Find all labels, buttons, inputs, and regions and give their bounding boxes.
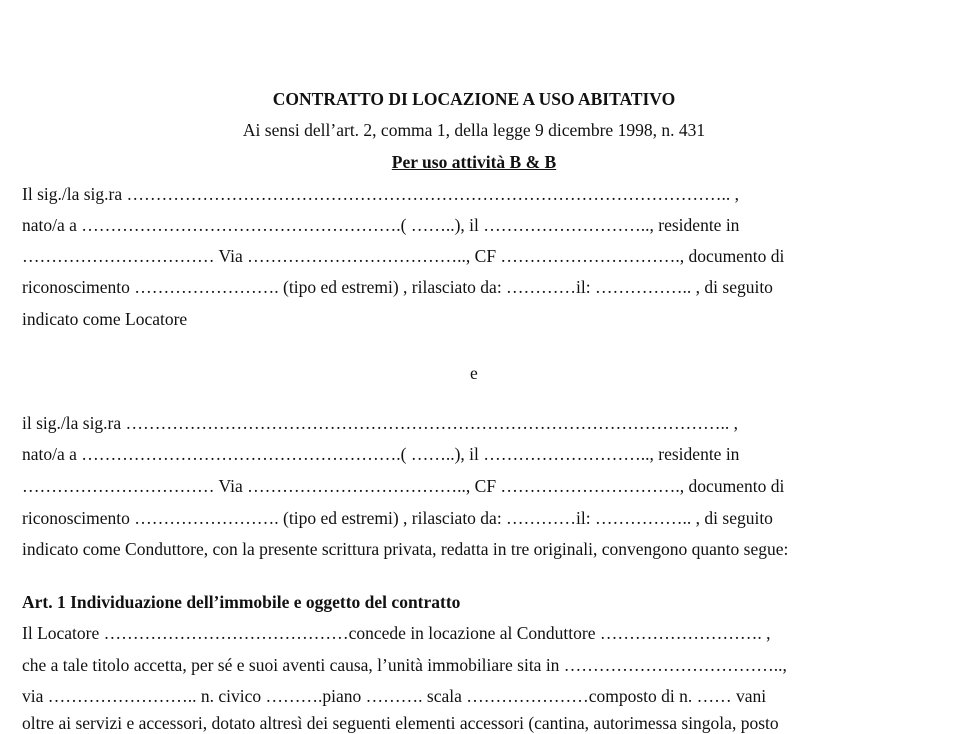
locatore-line-1: Il sig./la sig.ra ………………………………………………………………………………………….. ,	[22, 184, 739, 204]
art1-heading: Art. 1 Individuazione dell’immobile e oggetto del contratto	[22, 592, 461, 612]
conduttore-line-3: …………………………… Via ……………………………….., CF …………………………., documento di	[22, 476, 785, 496]
locatore-line-3: …………………………… Via ……………………………….., CF …………………………., documento di	[22, 246, 785, 266]
conduttore-line-2: nato/a a ……………………………………………….( ……..), il ……………………….., residente in	[22, 444, 740, 464]
art1-line-3: via …………………….. n. civico ……….piano ………. scala …………………composto di n. …… vani	[22, 686, 767, 706]
locatore-line-2: nato/a a ……………………………………………….( ……..), il ……………………….., residente in	[22, 215, 740, 235]
conduttore-line-5: indicato come Conduttore, con la presente scrittura privata, redatta in tre originali, convengono quanto segue:	[22, 539, 789, 559]
contract-subtitle: Ai sensi dell’art. 2, comma 1, della legge 9 dicembre 1998, n. 431	[242, 120, 706, 140]
contract-title: CONTRATTO DI LOCAZIONE A USO ABITATIVO	[272, 89, 676, 109]
contract-use: Per uso attività B & B	[391, 152, 557, 172]
art1-line-1: Il Locatore ……………………………………concede in locazione al Conduttore ………………………. ,	[22, 623, 771, 643]
art1-line-4: oltre ai servizi e accessori, dotato altresì dei seguenti elementi accessori (cantina, autorimessa singola, posto	[22, 713, 779, 733]
art1-line-2: che a tale titolo accetta, per sé e suoi aventi causa, l’unità immobiliare sita in ………………………………..,	[22, 655, 787, 675]
locatore-line-4: riconoscimento ……………………. (tipo ed estremi) , rilasciato da: …………il: …………….. , di seguito	[22, 277, 773, 297]
separator-e: e	[470, 363, 478, 383]
locatore-line-5: indicato come Locatore	[22, 309, 188, 329]
conduttore-line-4: riconoscimento ……………………. (tipo ed estremi) , rilasciato da: …………il: …………….. , di seguito	[22, 508, 773, 528]
conduttore-line-1: il sig./la sig.ra ………………………………………………………………………………………….. ,	[22, 413, 739, 433]
